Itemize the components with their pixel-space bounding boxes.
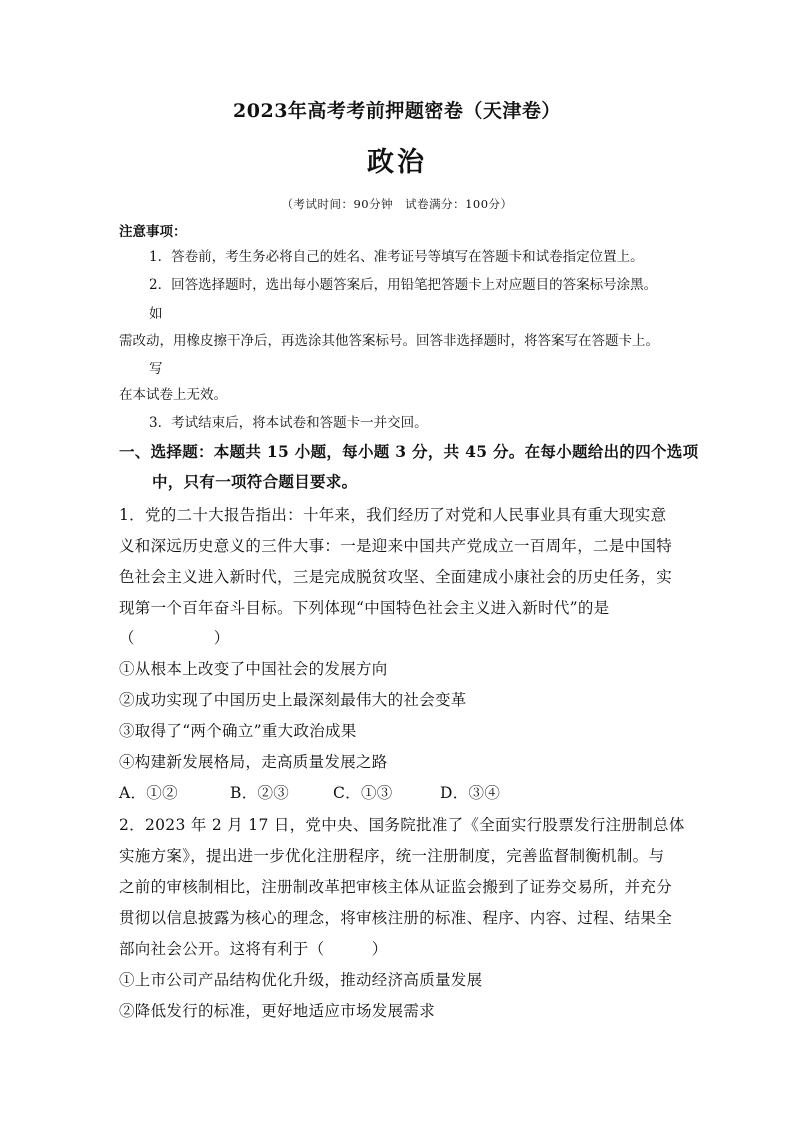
question-2-stem: 之前的审核制相比，注册制改革把审核主体从证监会搬到了证券交易所，并充分	[119, 878, 673, 896]
option-c: C．①③	[333, 784, 393, 802]
section-heading: 中，只有一项符合题目要求。	[152, 472, 358, 491]
option-a: A．①②	[119, 784, 178, 802]
section-heading: 一、选择题：本题共 15 小题，每小题 3 分，共 45 分。在每小题给出的四个选项	[119, 442, 699, 461]
exam-title: 2023年高考考前押题密卷（天津卷）	[233, 100, 561, 122]
answer-blank: （ ）	[119, 629, 230, 647]
question-2-stem: 贯彻以信息披露为核心的理念，将审核注册的标准、程序、内容、过程、结果全	[119, 909, 673, 927]
subject-title: 政治	[367, 147, 427, 178]
question-1-item: ④构建新发展格局，走高质量发展之路	[119, 753, 388, 771]
question-2-stem: 2．2023 年 2 月 17 日，党中央、国务院批准了《全面实行股票发行注册制总体	[119, 816, 685, 834]
question-2-stem: 实施方案》，提出进一步优化注册程序，统一注册制度，完善监督制衡机制。与	[119, 847, 665, 865]
notice-line: 2．回答选择题时，选出每小题答案后，用铅笔把答题卡上对应题目的答案标号涂黑。	[149, 277, 658, 293]
option-d: D．③④	[440, 784, 501, 802]
question-1-stem: 1．党的二十大报告指出：十年来，我们经历了对党和人民事业具有重大现实意	[119, 506, 667, 524]
question-1-stem: 现第一个百年奋斗目标。下列体现“中国特色社会主义进入新时代”的是	[119, 599, 610, 617]
question-1-item: ①从根本上改变了中国社会的发展方向	[119, 660, 388, 678]
question-1-item: ③取得了“两个确立”重大政治成果	[119, 722, 357, 740]
exam-info: （考试时间：90分钟 试卷满分：100分）	[281, 197, 513, 211]
notice-line: 在本试卷上无效。	[119, 387, 227, 403]
question-1-stem: 义和深远历史意义的三件大事：一是迎来中国共产党成立一百周年，二是中国特	[119, 537, 673, 555]
question-1-stem: 色社会主义进入新时代，三是完成脱贫攻坚、全面建成小康社会的历史任务，实	[119, 568, 673, 586]
notice-heading: 注意事项：	[119, 224, 187, 240]
option-b: B．②③	[230, 784, 290, 802]
question-1-item: ②成功实现了中国历史上最深刻最伟大的社会变革	[119, 691, 467, 709]
question-2-item: ①上市公司产品结构优化升级，推动经济高质量发展	[119, 971, 483, 989]
notice-line: 1．答卷前，考生务必将自己的姓名、准考证号等填写在答题卡和试卷指定位置上。	[149, 249, 644, 265]
notice-line: 如	[149, 306, 163, 322]
question-2-stem: 部向社会公开。这将有利于（ ）	[119, 940, 388, 958]
notice-line: 写	[149, 361, 163, 377]
question-2-item: ②降低发行的标准，更好地适应市场发展需求	[119, 1002, 436, 1020]
notice-line: 需改动，用橡皮擦干净后，再选涂其他答案标号。回答非选择题时，将答案写在答题卡上。	[119, 333, 659, 349]
notice-line: 3．考试结束后，将本试卷和答题卡一并交回。	[149, 415, 428, 431]
